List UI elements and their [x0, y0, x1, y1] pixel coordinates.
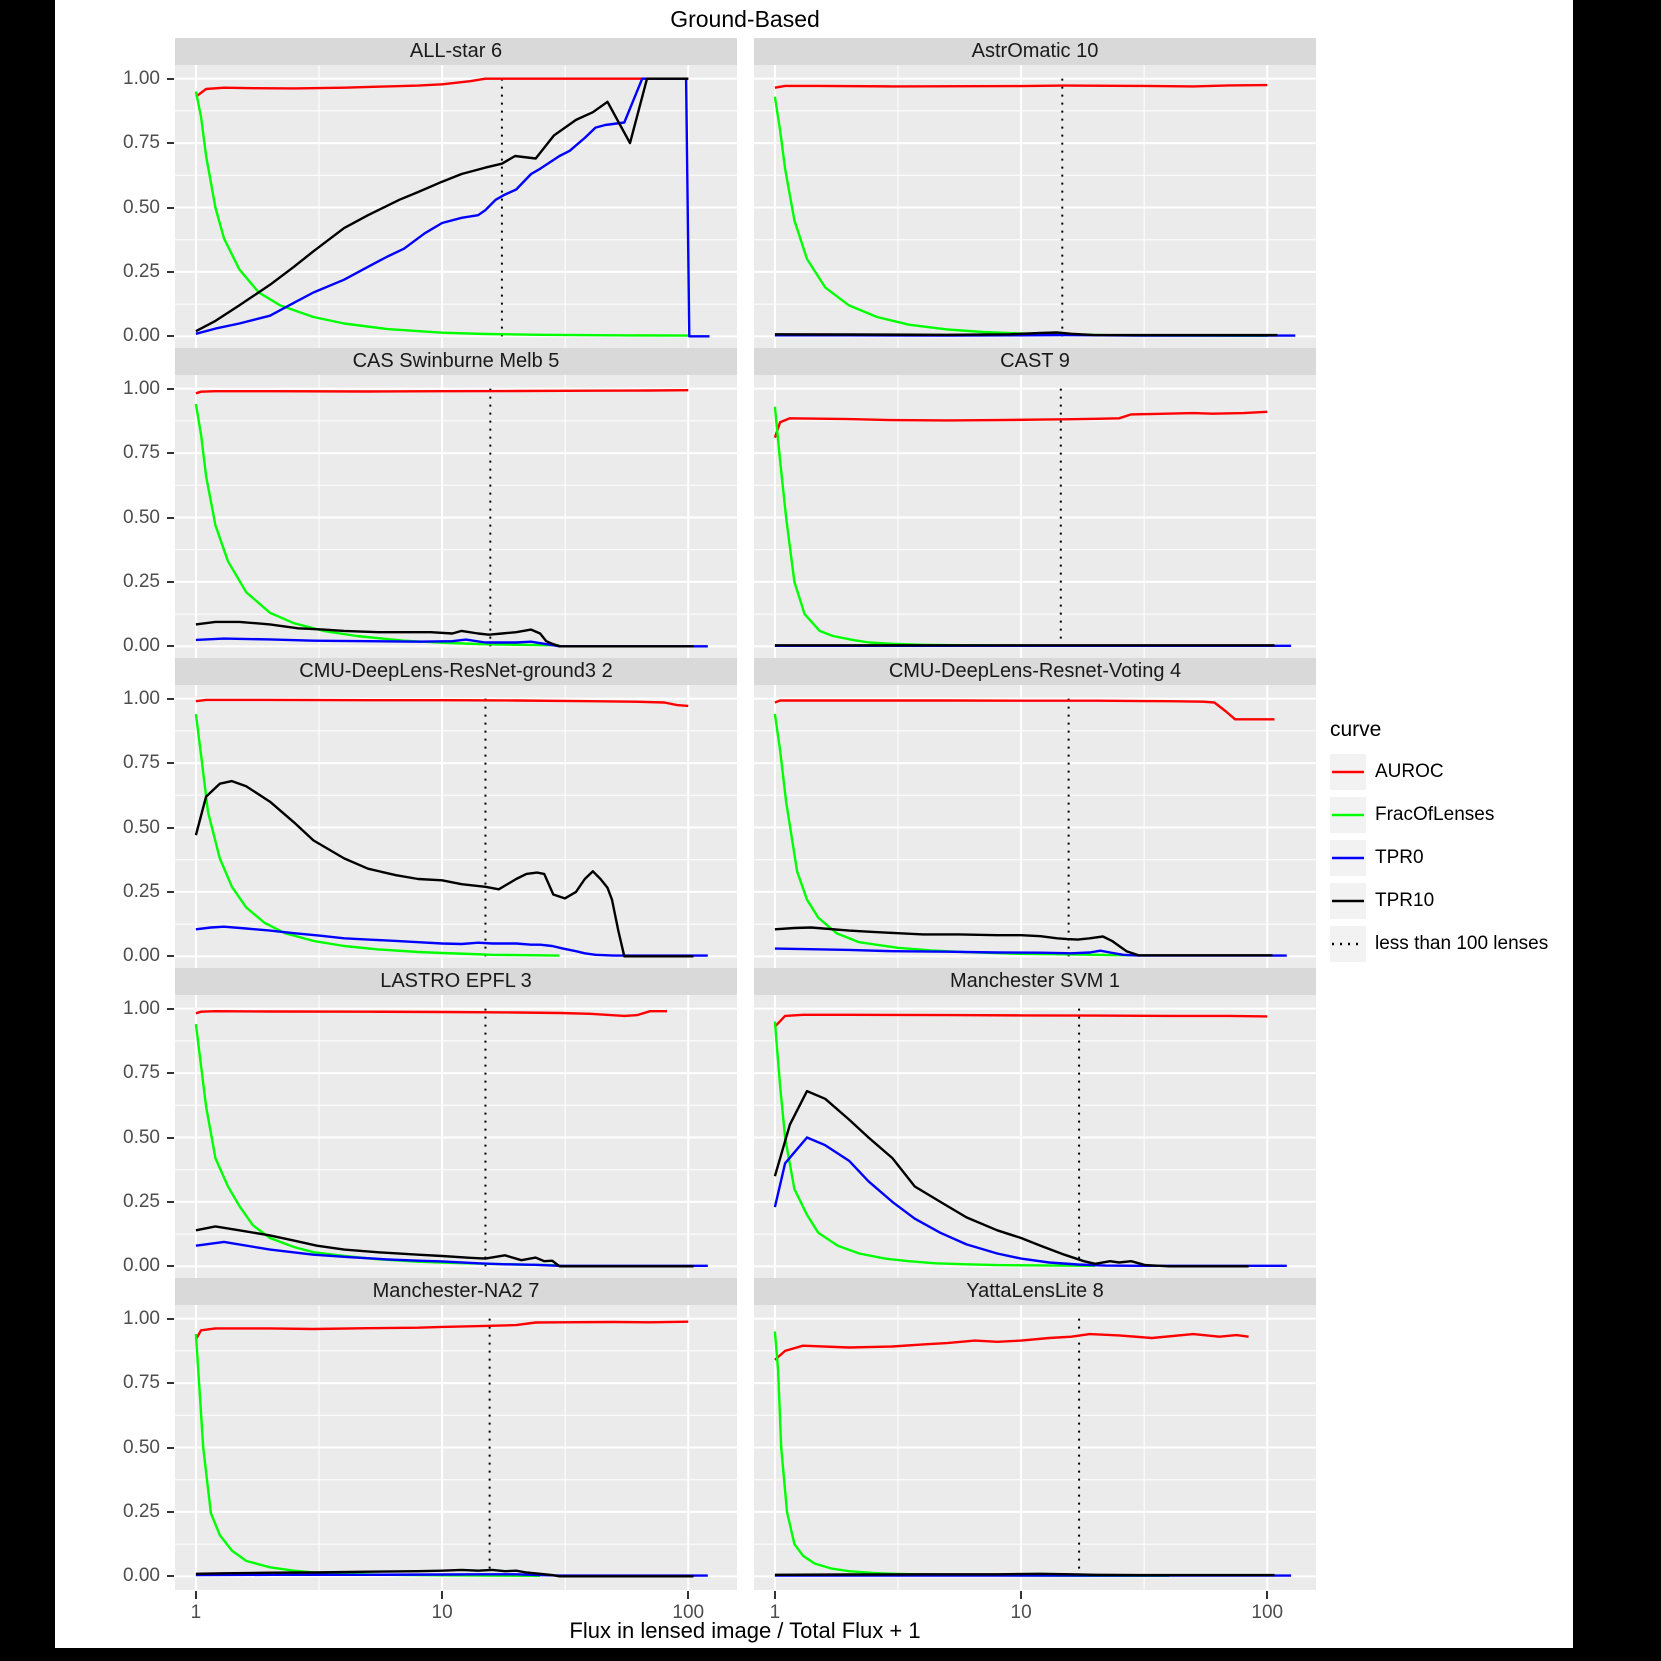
y-tick-label: 0.75	[123, 442, 160, 464]
facet-strip: CMU-DeepLens-ResNet-ground3 2	[175, 658, 737, 685]
facet-strip: CAST 9	[754, 348, 1316, 375]
panel-plot	[175, 995, 737, 1280]
y-tick-mark	[167, 1575, 174, 1577]
legend-entry	[1330, 883, 1548, 919]
legend-entry-label: AUROC	[1375, 761, 1444, 782]
y-tick-label: 0.00	[123, 635, 160, 657]
y-tick-mark	[167, 388, 174, 390]
x-tick-mark	[687, 1591, 689, 1599]
y-tick-mark	[167, 955, 174, 957]
series-line-tpr10	[775, 928, 1273, 956]
y-tick-mark	[167, 1511, 174, 1513]
facet-strip: Manchester-NA2 7	[175, 1278, 737, 1305]
legend-entry	[1330, 754, 1548, 790]
y-tick-mark	[167, 207, 174, 209]
y-tick-mark	[167, 78, 174, 80]
y-tick-label: 1.00	[123, 377, 160, 399]
y-tick-label: 0.50	[123, 1126, 160, 1148]
series-line-fracoflenses	[775, 714, 1139, 955]
legend-key-swatch	[1330, 797, 1366, 833]
x-axis-title: Flux in lensed image / Total Flux + 1	[569, 1618, 921, 1643]
y-tick-mark	[167, 1008, 174, 1010]
legend-entry	[1330, 926, 1548, 962]
x-tick-mark	[1020, 1591, 1022, 1599]
y-tick-label: 0.00	[123, 945, 160, 967]
legend-title: curve	[1330, 718, 1382, 741]
y-tick-mark	[167, 1137, 174, 1139]
legend-key-swatch	[1330, 754, 1366, 790]
y-tick-mark	[167, 1072, 174, 1074]
y-tick-label: 0.25	[123, 1500, 160, 1522]
y-tick-label: 0.50	[123, 816, 160, 838]
y-tick-mark	[167, 271, 174, 273]
y-tick-mark	[167, 1318, 174, 1320]
panel-plot	[754, 995, 1316, 1280]
series-line-tpr10	[775, 1574, 1275, 1575]
series-line-auroc	[196, 1011, 667, 1016]
facet-strip: ALL-star 6	[175, 38, 737, 65]
y-tick-label: 0.50	[123, 1436, 160, 1458]
series-line-fracoflenses	[196, 404, 560, 645]
x-tick-label: 100	[672, 1602, 705, 1623]
y-tick-mark	[167, 517, 174, 519]
y-tick-mark	[167, 891, 174, 893]
y-tick-label: 0.75	[123, 132, 160, 154]
legend-entry-label: TPR10	[1375, 890, 1435, 911]
series-line-tpr10	[775, 1091, 1249, 1266]
letterbox-bar-left	[0, 0, 55, 1661]
facet-strip: LASTRO EPFL 3	[175, 968, 737, 995]
facet-strip: Manchester SVM 1	[754, 968, 1316, 995]
panel-plot	[175, 65, 737, 350]
facet-strip: AstrOmatic 10	[754, 38, 1316, 65]
series-line-fracoflenses	[196, 1334, 540, 1576]
series-line-tpr0	[196, 927, 708, 956]
x-tick-label: 10	[431, 1602, 453, 1623]
y-tick-label: 1.00	[123, 1307, 160, 1329]
letterbox-bar-bottom	[0, 1648, 1661, 1661]
facet-strip: YattaLensLite 8	[754, 1278, 1316, 1305]
legend	[1330, 718, 1548, 969]
legend-key-swatch	[1330, 883, 1366, 919]
y-tick-mark	[167, 335, 174, 337]
panel-plot	[175, 375, 737, 660]
y-tick-mark	[167, 1201, 174, 1203]
panel-plot	[175, 1305, 737, 1590]
y-tick-mark	[167, 452, 174, 454]
y-tick-mark	[167, 698, 174, 700]
panel-plot	[754, 1305, 1316, 1590]
panel-plot	[754, 375, 1316, 660]
letterbox-bar-right	[1573, 0, 1661, 1661]
panel-plot	[754, 65, 1316, 350]
series-line-tpr0	[196, 1242, 708, 1266]
y-tick-label: 1.00	[123, 67, 160, 89]
legend-entries	[1330, 754, 1548, 962]
y-tick-label: 1.00	[123, 997, 160, 1019]
panel-plot	[175, 685, 737, 970]
y-tick-label: 0.50	[123, 506, 160, 528]
legend-entry-label: less than 100 lenses	[1375, 933, 1549, 954]
series-line-fracoflenses	[196, 1024, 560, 1265]
y-tick-label: 0.25	[123, 880, 160, 902]
y-tick-label: 0.00	[123, 325, 160, 347]
y-tick-label: 0.00	[123, 1255, 160, 1277]
series-line-tpr10	[775, 333, 1278, 336]
series-line-fracoflenses	[196, 714, 560, 956]
y-tick-label: 0.75	[123, 1372, 160, 1394]
y-tick-label: 0.75	[123, 752, 160, 774]
facet-strip: CAS Swinburne Melb 5	[175, 348, 737, 375]
y-tick-mark	[167, 581, 174, 583]
legend-entry	[1330, 797, 1548, 833]
y-tick-mark	[167, 1382, 174, 1384]
series-line-tpr10	[196, 1226, 694, 1266]
y-tick-mark	[167, 762, 174, 764]
y-tick-label: 0.25	[123, 1190, 160, 1212]
series-line-auroc	[775, 1334, 1249, 1360]
y-tick-mark	[167, 1265, 174, 1267]
x-tick-label: 1	[190, 1602, 202, 1623]
y-tick-label: 0.75	[123, 1062, 160, 1084]
y-tick-mark	[167, 827, 174, 829]
legend-entry-label: FracOfLenses	[1375, 804, 1495, 825]
y-tick-label: 0.25	[123, 260, 160, 282]
panel-plot	[754, 685, 1316, 970]
legend-key-swatch	[1330, 840, 1366, 876]
x-tick-label: 10	[1010, 1602, 1032, 1623]
y-tick-label: 0.50	[123, 196, 160, 218]
x-tick-mark	[195, 1591, 197, 1599]
y-tick-label: 0.00	[123, 1565, 160, 1587]
y-tick-mark	[167, 142, 174, 144]
facet-strip: CMU-DeepLens-Resnet-Voting 4	[754, 658, 1316, 685]
y-tick-mark	[167, 1447, 174, 1449]
x-tick-label: 100	[1251, 1602, 1284, 1623]
y-tick-mark	[167, 645, 174, 647]
y-tick-label: 1.00	[123, 687, 160, 709]
legend-entry-label: TPR0	[1375, 847, 1424, 868]
legend-key-swatch	[1330, 926, 1366, 962]
series-line-fracoflenses	[775, 1332, 1169, 1576]
x-tick-mark	[441, 1591, 443, 1599]
series-line-auroc	[775, 701, 1275, 720]
x-tick-mark	[774, 1591, 776, 1599]
x-tick-label: 1	[769, 1602, 781, 1623]
y-tick-label: 0.25	[123, 570, 160, 592]
legend-entry	[1330, 840, 1548, 876]
page-title: Ground-Based	[670, 6, 820, 32]
x-tick-mark	[1266, 1591, 1268, 1599]
